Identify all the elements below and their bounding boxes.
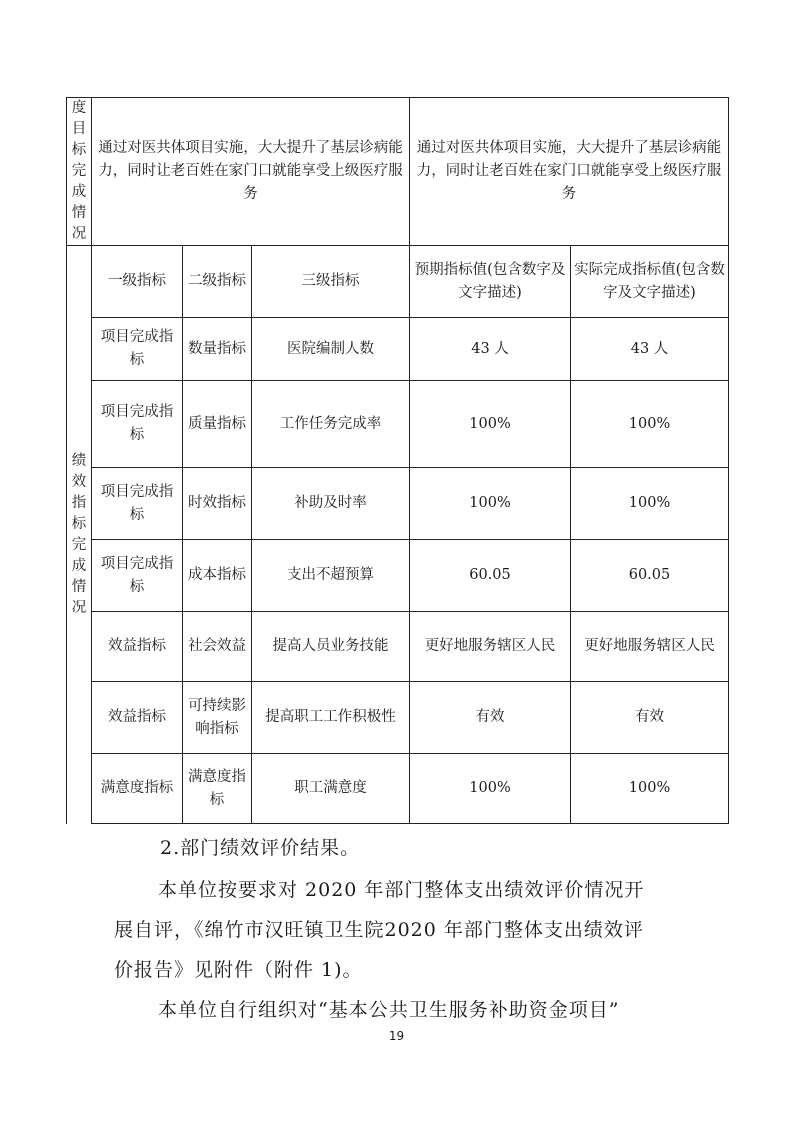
table-row — [67, 754, 729, 824]
table-row — [67, 682, 729, 754]
cell-expected: 100% — [410, 754, 571, 824]
goal-row-label: 度目标完成情况 — [67, 98, 92, 246]
cell-level2: 数量指标 — [183, 318, 252, 381]
paragraph-project-evaluation: 本单位自行组织对“基本公共卫生服务补助资金项目” — [158, 999, 620, 1021]
cell-actual: 100% — [571, 754, 729, 824]
header-level1: 一级指标 — [92, 246, 183, 318]
cell-actual: 43 人 — [571, 318, 729, 381]
table-row — [67, 381, 729, 468]
cell-expected: 60.05 — [410, 540, 571, 612]
cell-level1: 项目完成指标 — [92, 381, 183, 468]
cell-level3: 职工满意度 — [252, 754, 410, 824]
cell-expected: 43 人 — [410, 318, 571, 381]
cell-level2: 可持续影响指标 — [183, 682, 252, 754]
cell-expected: 100% — [410, 381, 571, 468]
goal-planned-text: 通过对医共体项目实施，大大提升了基层诊病能力，同时让老百姓在家门口就能享受上级医疗服务 — [92, 98, 410, 246]
cell-actual: 60.05 — [571, 540, 729, 612]
header-level3: 三级指标 — [252, 246, 410, 318]
cell-actual: 100% — [571, 468, 729, 540]
table-row — [67, 468, 729, 540]
cell-level2: 成本指标 — [183, 540, 252, 612]
cell-level2: 质量指标 — [183, 381, 252, 468]
cell-actual: 100% — [571, 381, 729, 468]
cell-expected: 有效 — [410, 682, 571, 754]
cell-level3: 补助及时率 — [252, 468, 410, 540]
cell-level1: 项目完成指标 — [92, 540, 183, 612]
cell-level1: 项目完成指标 — [92, 468, 183, 540]
page-number: 19 — [388, 1029, 405, 1043]
perf-section-label: 绩效指标完成情况 — [67, 246, 92, 824]
performance-table — [66, 97, 729, 824]
cell-expected: 更好地服务辖区人民 — [410, 612, 571, 682]
paragraph-self-evaluation — [114, 870, 702, 990]
cell-actual: 有效 — [571, 682, 729, 754]
paragraph-line: 展自评，《绵竹市汉旺镇卫生院2020 年部门整体支出绩效评 — [114, 919, 644, 941]
cell-level3: 工作任务完成率 — [252, 381, 410, 468]
header-level2: 二级指标 — [183, 246, 252, 318]
paragraph-line: 价报告》见附件（附件 1)。 — [114, 959, 363, 981]
cell-level2: 时效指标 — [183, 468, 252, 540]
cell-level1: 效益指标 — [92, 682, 183, 754]
goal-row — [67, 98, 729, 246]
cell-level3: 提高职工工作积极性 — [252, 682, 410, 754]
cell-expected: 100% — [410, 468, 571, 540]
paragraph-line: 本单位按要求对 2020 年部门整体支出绩效评价情况开 — [158, 879, 645, 901]
section-heading: 2.部门绩效评价结果。 — [160, 837, 361, 859]
cell-level3: 提高人员业务技能 — [252, 612, 410, 682]
header-expected: 预期指标值(包含数字及文字描述) — [410, 246, 571, 318]
cell-actual: 更好地服务辖区人民 — [571, 612, 729, 682]
table-row — [67, 540, 729, 612]
table-row — [67, 612, 729, 682]
cell-level1: 项目完成指标 — [92, 318, 183, 381]
header-actual: 实际完成指标值(包含数字及文字描述) — [571, 246, 729, 318]
cell-level2: 社会效益 — [183, 612, 252, 682]
cell-level3: 支出不超预算 — [252, 540, 410, 612]
cell-level1: 效益指标 — [92, 612, 183, 682]
cell-level2: 满意度指标 — [183, 754, 252, 824]
header-row — [67, 246, 729, 318]
cell-level1: 满意度指标 — [92, 754, 183, 824]
goal-actual-text: 通过对医共体项目实施，大大提升了基层诊病能力，同时让老百姓在家门口就能享受上级医疗服务 — [410, 98, 729, 246]
cell-level3: 医院编制人数 — [252, 318, 410, 381]
table-row — [67, 318, 729, 381]
